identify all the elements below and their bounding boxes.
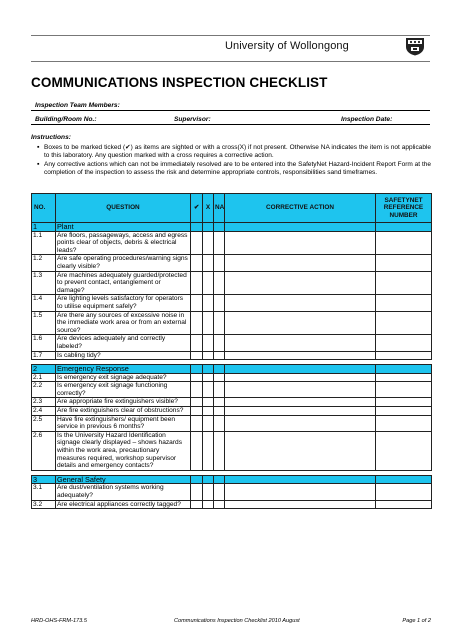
safetynet-reference-cell[interactable] xyxy=(376,255,432,271)
cross-box[interactable] xyxy=(203,398,214,407)
section-action-cell xyxy=(225,223,376,232)
corrective-action-cell[interactable] xyxy=(225,295,376,311)
section-header-row xyxy=(32,223,432,232)
na-box[interactable] xyxy=(214,484,225,500)
tick-box[interactable] xyxy=(191,431,203,470)
cross-box[interactable] xyxy=(203,431,214,470)
inspection-date-label: Inspection Date: xyxy=(341,116,393,123)
section-number: 1 xyxy=(32,223,56,232)
tick-box[interactable] xyxy=(191,295,203,311)
table-row xyxy=(32,415,432,431)
section-action-cell xyxy=(225,365,376,374)
tick-box[interactable] xyxy=(191,271,203,295)
question-number: 2.3 xyxy=(32,398,56,407)
question-number: 1.2 xyxy=(32,255,56,271)
instruction-item: ▪ Any corrective actions which can not be immediately resolved are to be entered into the SafetyNet Hazard-Incident Report Form at the completion of the inspection to assess the risk and determine appropriate controls, responsibilities sand timeframes. xyxy=(37,161,431,177)
tick-box[interactable] xyxy=(191,500,203,509)
col-action-header: CORRECTIVE ACTION xyxy=(225,194,376,223)
na-box[interactable] xyxy=(214,231,225,255)
tick-box[interactable] xyxy=(191,231,203,255)
question-number: 1.4 xyxy=(32,295,56,311)
question-number: 2.6 xyxy=(32,431,56,470)
cross-box[interactable] xyxy=(203,231,214,255)
corrective-action-cell[interactable] xyxy=(225,407,376,416)
footer-form-code: HRD-OHS-FRM-173.5 xyxy=(31,618,87,624)
question-text: Are machines adequately guarded/protected to prevent contact, entanglement or damage? xyxy=(56,271,191,295)
section-title: General Safety xyxy=(56,475,191,484)
table-row xyxy=(32,431,432,470)
section-ref-cell xyxy=(376,223,432,232)
question-number: 1.5 xyxy=(32,311,56,335)
question-number: 1.7 xyxy=(32,351,56,360)
corrective-action-cell[interactable] xyxy=(225,231,376,255)
table-row xyxy=(32,407,432,416)
na-box[interactable] xyxy=(214,398,225,407)
corrective-action-cell[interactable] xyxy=(225,415,376,431)
tick-box[interactable] xyxy=(191,407,203,416)
question-number: 2.5 xyxy=(32,415,56,431)
question-number: 3.1 xyxy=(32,484,56,500)
na-box[interactable] xyxy=(214,373,225,382)
cross-box[interactable] xyxy=(203,271,214,295)
col-no-header: NO. xyxy=(32,194,56,223)
supervisor-label: Supervisor: xyxy=(174,116,211,123)
question-text: Is emergency exit signage adequate? xyxy=(56,373,191,382)
section-number: 3 xyxy=(32,475,56,484)
details-field-row[interactable] xyxy=(31,115,430,125)
section-action-cell xyxy=(225,475,376,484)
question-text: Are floors, passageways, access and egress points clear of objects, debris & electrical leads? xyxy=(56,231,191,255)
cross-box[interactable] xyxy=(203,484,214,500)
tick-box[interactable] xyxy=(191,484,203,500)
table-row xyxy=(32,398,432,407)
question-text: Are dust/ventilation systems working adequately? xyxy=(56,484,191,500)
inspection-team-field[interactable] xyxy=(31,101,430,111)
cross-box[interactable] xyxy=(203,335,214,351)
checklist-table xyxy=(31,193,432,509)
section-header-row xyxy=(32,475,432,484)
section-tick-cell xyxy=(191,365,203,374)
na-box[interactable] xyxy=(214,415,225,431)
safetynet-reference-cell[interactable] xyxy=(376,231,432,255)
question-number: 2.4 xyxy=(32,407,56,416)
university-name: University of Wollongong xyxy=(225,40,349,52)
na-box[interactable] xyxy=(214,295,225,311)
footer-page-number: Page 1 of 2 xyxy=(402,618,431,624)
na-box[interactable] xyxy=(214,407,225,416)
question-number: 1.3 xyxy=(32,271,56,295)
table-row xyxy=(32,500,432,509)
na-box[interactable] xyxy=(214,311,225,335)
table-row xyxy=(32,335,432,351)
safetynet-reference-cell[interactable] xyxy=(376,271,432,295)
table-row xyxy=(32,484,432,500)
table-row xyxy=(32,373,432,382)
corrective-action-cell[interactable] xyxy=(225,255,376,271)
corrective-action-cell[interactable] xyxy=(225,484,376,500)
table-row xyxy=(32,255,432,271)
question-number: 1.6 xyxy=(32,335,56,351)
table-row xyxy=(32,231,432,255)
na-box[interactable] xyxy=(214,382,225,398)
col-question-header: QUESTION xyxy=(56,194,191,223)
tick-box[interactable] xyxy=(191,255,203,271)
question-text: Have fire extinguishers/ equipment been service in previous 6 months? xyxy=(56,415,191,431)
section-tick-cell xyxy=(191,223,203,232)
section-cross-cell xyxy=(203,365,214,374)
col-tick-header: ✔ xyxy=(191,194,203,223)
safetynet-reference-cell[interactable] xyxy=(376,311,432,335)
section-cross-cell xyxy=(203,475,214,484)
safetynet-reference-cell[interactable] xyxy=(376,335,432,351)
na-box[interactable] xyxy=(214,500,225,509)
table-row xyxy=(32,382,432,398)
question-text: Are appropriate fire extinguishers visible? xyxy=(56,398,191,407)
section-tick-cell xyxy=(191,475,203,484)
corrective-action-cell[interactable] xyxy=(225,335,376,351)
question-text: Are devices adequately and correctly labeled? xyxy=(56,335,191,351)
tick-box[interactable] xyxy=(191,373,203,382)
question-text: Are there any sources of excessive noise in the immediate work area or from an external source? xyxy=(56,311,191,335)
header-top-rule xyxy=(31,35,430,36)
corrective-action-cell[interactable] xyxy=(225,398,376,407)
question-text: Is emergency exit signage functioning correctly? xyxy=(56,382,191,398)
table-row xyxy=(32,311,432,335)
na-box[interactable] xyxy=(214,335,225,351)
tick-box[interactable] xyxy=(191,351,203,360)
cross-box[interactable] xyxy=(203,295,214,311)
instruction-item: ▪ Boxes to be marked ticked (✔) as items are sighted or with a cross(X) if not present. Otherwise NA indicates the item is not applicable to this laboratory. Any question marked with a cross requires a corrective action. xyxy=(37,144,431,160)
tick-box[interactable] xyxy=(191,382,203,398)
col-ref-header: SAFETYNET REFERENCE NUMBER xyxy=(376,194,432,223)
corrective-action-cell[interactable] xyxy=(225,373,376,382)
cross-box[interactable] xyxy=(203,351,214,360)
section-na-cell xyxy=(214,475,225,484)
building-room-label: Building/Room No.: xyxy=(35,116,97,123)
section-ref-cell xyxy=(376,365,432,374)
section-na-cell xyxy=(214,223,225,232)
question-text: Are electrical appliances correctly tagged? xyxy=(56,500,191,509)
question-number: 3.2 xyxy=(32,500,56,509)
section-title: Emergency Response xyxy=(56,365,191,374)
safetynet-reference-cell[interactable] xyxy=(376,382,432,398)
table-header-row xyxy=(32,194,432,223)
section-header-row xyxy=(32,365,432,374)
question-number: 2.1 xyxy=(32,373,56,382)
corrective-action-cell[interactable] xyxy=(225,271,376,295)
tick-box[interactable] xyxy=(191,415,203,431)
inspection-team-label: Inspection Team Members: xyxy=(35,102,120,109)
safetynet-reference-cell[interactable] xyxy=(376,398,432,407)
corrective-action-cell[interactable] xyxy=(225,500,376,509)
cross-box[interactable] xyxy=(203,373,214,382)
section-na-cell xyxy=(214,365,225,374)
checklist-body xyxy=(32,223,432,509)
section-cross-cell xyxy=(203,223,214,232)
col-cross-header: X xyxy=(203,194,214,223)
cross-box[interactable] xyxy=(203,415,214,431)
table-row xyxy=(32,295,432,311)
table-row xyxy=(32,271,432,295)
cross-box[interactable] xyxy=(203,311,214,335)
question-number: 1.1 xyxy=(32,231,56,255)
na-box[interactable] xyxy=(214,271,225,295)
university-crest-icon xyxy=(405,37,425,56)
safetynet-reference-cell[interactable] xyxy=(376,500,432,509)
question-text: Is cabling tidy? xyxy=(56,351,191,360)
cross-box[interactable] xyxy=(203,382,214,398)
corrective-action-cell[interactable] xyxy=(225,431,376,470)
footer-document-name: Communications Inspection Checklist 2010 August xyxy=(174,618,300,624)
col-na-header: NA xyxy=(214,194,225,223)
cross-box[interactable] xyxy=(203,500,214,509)
safetynet-reference-cell[interactable] xyxy=(376,351,432,360)
tick-box[interactable] xyxy=(191,335,203,351)
question-text: Is the University Hazard Identification signage clearly displayed – shows hazards within the work area, precautionary measures required, workshop supervisor details and emergency contacts? xyxy=(56,431,191,470)
cross-box[interactable] xyxy=(203,407,214,416)
corrective-action-cell[interactable] xyxy=(225,311,376,335)
safetynet-reference-cell[interactable] xyxy=(376,295,432,311)
safetynet-reference-cell[interactable] xyxy=(376,431,432,470)
header-bottom-rule xyxy=(31,61,430,62)
instructions-heading: Instructions: xyxy=(31,134,71,141)
question-text: Are fire extinguishers clear of obstructions? xyxy=(56,407,191,416)
question-text: Are lighting levels satisfactory for operators to utilise equipment safely? xyxy=(56,295,191,311)
corrective-action-cell[interactable] xyxy=(225,351,376,360)
section-number: 2 xyxy=(32,365,56,374)
na-box[interactable] xyxy=(214,255,225,271)
cross-box[interactable] xyxy=(203,255,214,271)
tick-box[interactable] xyxy=(191,398,203,407)
safetynet-reference-cell[interactable] xyxy=(376,373,432,382)
tick-box[interactable] xyxy=(191,311,203,335)
question-number: 2.2 xyxy=(32,382,56,398)
question-text: Are safe operating procedures/warning signs clearly visible? xyxy=(56,255,191,271)
na-box[interactable] xyxy=(214,351,225,360)
safetynet-reference-cell[interactable] xyxy=(376,484,432,500)
safetynet-reference-cell[interactable] xyxy=(376,407,432,416)
corrective-action-cell[interactable] xyxy=(225,382,376,398)
table-row xyxy=(32,351,432,360)
section-ref-cell xyxy=(376,475,432,484)
instructions-list xyxy=(37,144,431,178)
safetynet-reference-cell[interactable] xyxy=(376,415,432,431)
document-title: COMMUNICATIONS INSPECTION CHECKLIST xyxy=(31,75,328,90)
na-box[interactable] xyxy=(214,431,225,470)
section-title: Plant xyxy=(56,223,191,232)
